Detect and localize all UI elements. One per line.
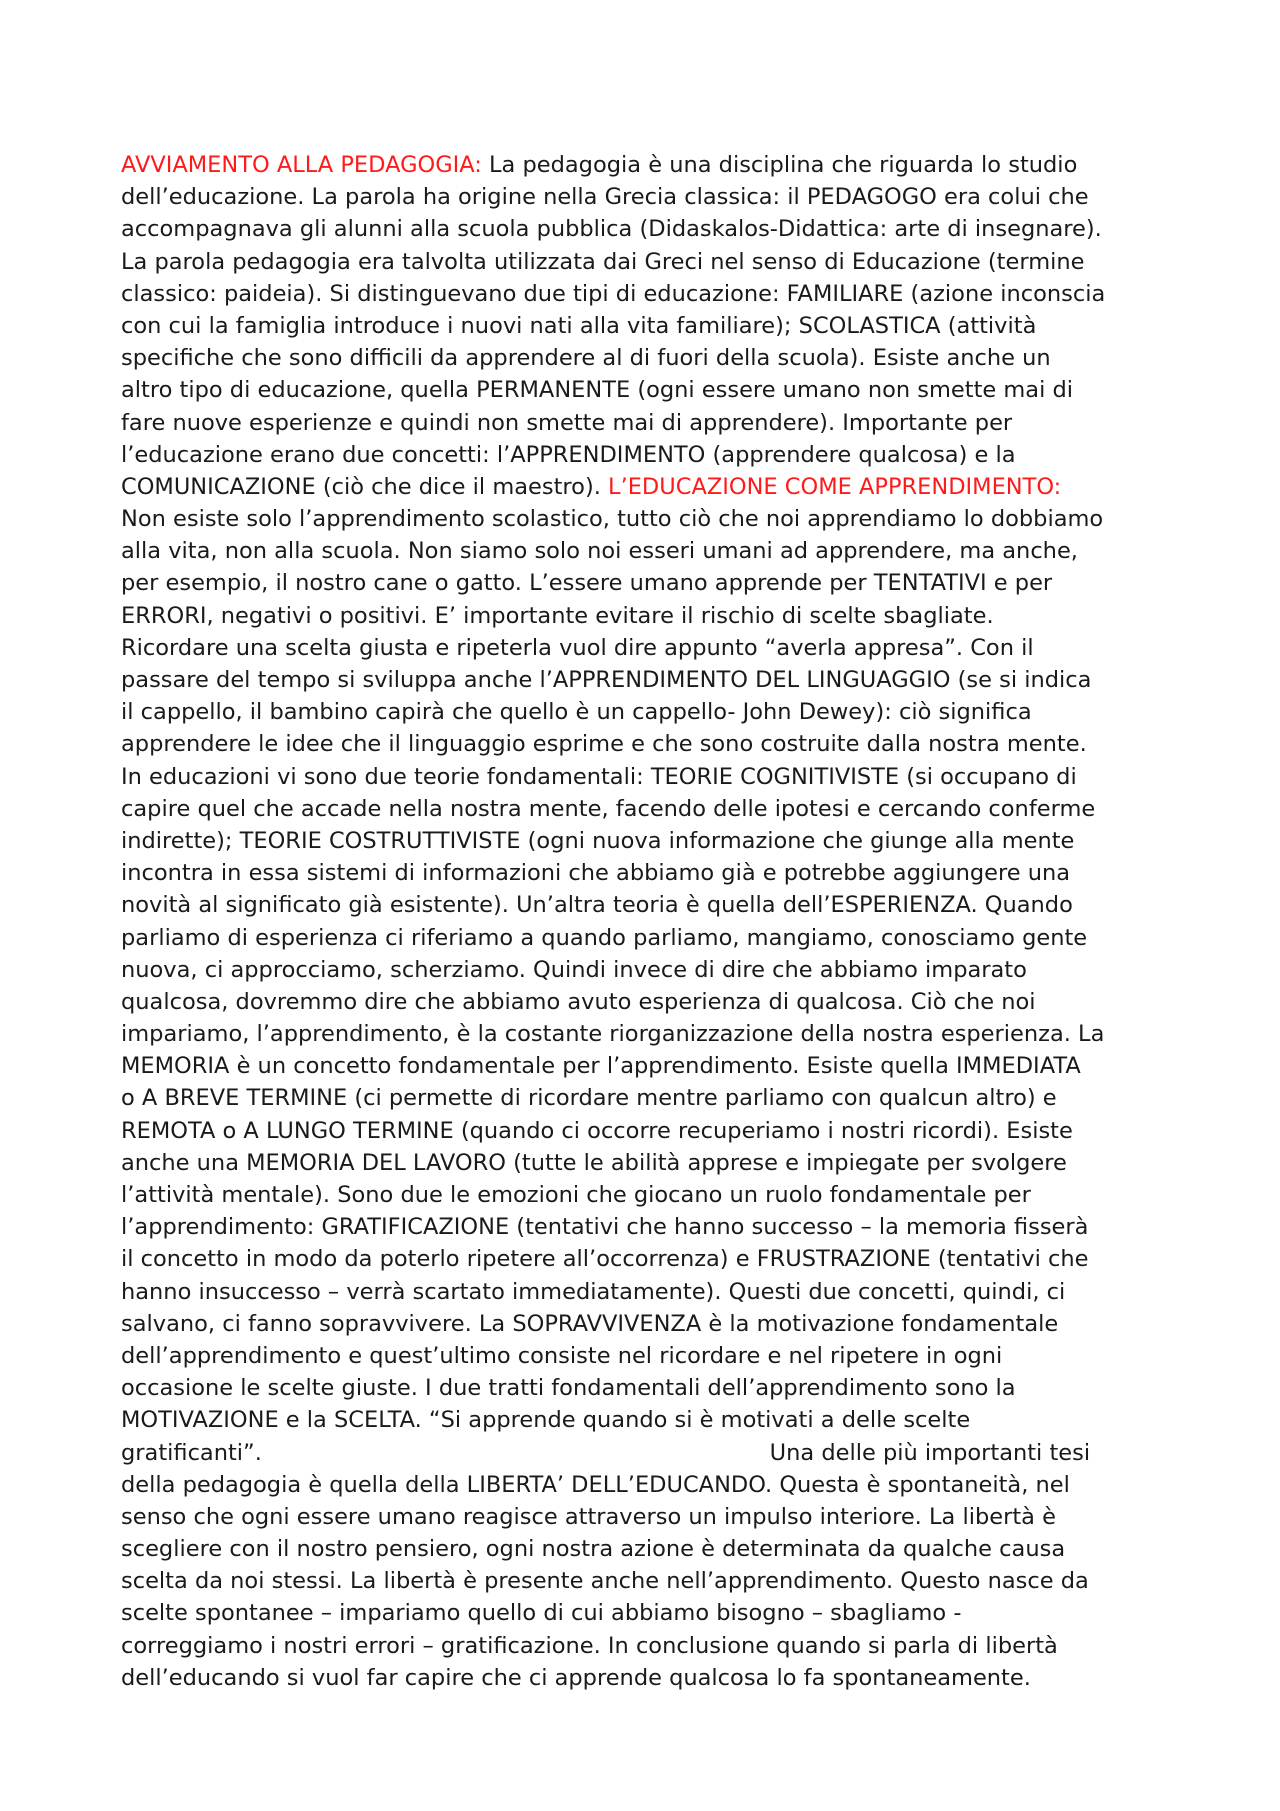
paragraph-text: Non esiste solo l’apprendimento scolastico, tutto ciò che noi apprendiamo lo dobbiamo: [121, 506, 1104, 533]
paragraph-text: scelta da noi stessi. La libertà è presente anche nell’apprendimento. Questo nasce da: [121, 1568, 1089, 1595]
text-line: [121, 567, 1171, 599]
text-line: [121, 374, 1171, 406]
paragraph-text: apprendere le idee che il linguaggio esprime e che sono costruite dalla nostra mente.: [121, 731, 1087, 758]
text-line: [121, 310, 1171, 342]
paragraph-text: alla vita, non alla scuola. Non siamo solo noi esseri umani ad apprendere, ma anche,: [121, 538, 1078, 565]
paragraph-text: parliamo di esperienza ci riferiamo a quando parliamo, mangiamo, conosciamo gente: [121, 924, 1088, 951]
text-line: [121, 149, 1171, 181]
paragraph-text: per esempio, il nostro cane o gatto. L’essere umano apprende per TENTATIVI e per: [121, 570, 1053, 597]
text-line: [121, 1115, 1171, 1147]
paragraph-text: dell’apprendimento e quest’ultimo consiste nel ricordare e nel ripetere in ogni: [121, 1342, 1003, 1369]
paragraph-text: accompagnava gli alunni alla scuola pubblica (Didaskalos-Didattica: arte di insegnare).: [121, 216, 1102, 243]
text-line: [121, 181, 1171, 213]
text-line: [121, 1630, 1171, 1662]
text-line: [121, 986, 1171, 1018]
paragraph-text: classico: paideia). Si distinguevano due tipi di educazione: FAMILIARE (azione inconscia: [121, 280, 1106, 307]
text-line: [121, 954, 1171, 986]
paragraph-text: correggiamo i nostri errori – gratificazione. In conclusione quando si parla di libertà: [121, 1632, 1058, 1659]
paragraph-text: con cui la famiglia introduce i nuovi nati alla vita familiare); SCOLASTICA (attività: [121, 312, 1037, 339]
text-line: [121, 1308, 1171, 1340]
paragraph-text: l’apprendimento: GRATIFICAZIONE (tentativi che hanno successo – la memoria fisserà: [121, 1214, 1089, 1241]
paragraph-text: salvano, ci fanno sopravvivere. La SOPRAVVIVENZA è la motivazione fondamentale: [121, 1310, 1059, 1337]
text-line: [121, 1018, 1171, 1050]
text-line: [121, 761, 1171, 793]
text-line: [121, 922, 1171, 954]
text-line: [121, 1179, 1171, 1211]
text-line: [121, 246, 1171, 278]
paragraph-text: hanno insuccesso – verrà scartato immediatamente). Questi due concetti, quindi, ci: [121, 1278, 1066, 1305]
text-line: [121, 825, 1171, 857]
text-line: [121, 793, 1171, 825]
text-line: [121, 407, 1171, 439]
paragraph-text: anche una MEMORIA DEL LAVORO (tutte le abilità apprese e impiegate per svolgere: [121, 1149, 1067, 1176]
paragraph-text: ERRORI, negativi o positivi. E’ importante evitare il rischio di scelte sbagliate.: [121, 602, 994, 629]
text-line: [121, 857, 1171, 889]
paragraph-text: impariamo, l’apprendimento, è la costante riorganizzazione della nostra esperienza. La: [121, 1021, 1105, 1048]
text-line: [121, 1404, 1171, 1436]
paragraph-text: occasione le scelte giuste. I due tratti fondamentali dell’apprendimento sono la: [121, 1375, 1016, 1402]
text-line: [121, 1243, 1171, 1275]
text-line: [121, 1533, 1171, 1565]
text-line: [121, 1437, 1171, 1469]
text-line: [121, 664, 1171, 696]
paragraph-text: COMUNICAZIONE (ciò che dice il maestro).: [121, 473, 609, 500]
paragraph-text: scelte spontanee – impariamo quello di cui abbiamo bisogno – sbagliamo -: [121, 1600, 962, 1627]
text-line: [121, 1340, 1171, 1372]
paragraph-text: della pedagogia è quella della LIBERTA’ DELL’EDUCANDO. Questa è spontaneità, nel: [121, 1471, 1070, 1498]
paragraph-text: qualcosa, dovremmo dire che abbiamo avuto esperienza di qualcosa. Ciò che noi: [121, 988, 1036, 1015]
paragraph-text: La pedagogia è una disciplina che riguarda lo studio: [481, 152, 1078, 178]
paragraph-text: il concetto in modo da poterlo ripetere all’occorrenza) e FRUSTRAZIONE (tentativi che: [121, 1246, 1089, 1273]
text-line: [121, 1662, 1171, 1694]
paragraph-text: MOTIVAZIONE e la SCELTA. “Si apprende quando si è motivati a delle scelte: [121, 1407, 971, 1434]
paragraph-text: novità al significato già esistente). Un’altra teoria è quella dell’ESPERIENZA. Quando: [121, 892, 1073, 919]
text-line: [121, 213, 1171, 245]
paragraph-text: dell’educazione. La parola ha origine nella Grecia classica: il PEDAGOGO era colui che: [121, 184, 1089, 211]
text-line: [121, 1211, 1171, 1243]
body-text: [121, 149, 1171, 1694]
paragraph-text: gratificanti”. Una delle più importanti tesi: [121, 1439, 1091, 1466]
text-line: [121, 632, 1171, 664]
paragraph-text: indirette); TEORIE COSTRUTTIVISTE (ogni nuova informazione che giunge alla mente: [121, 827, 1075, 854]
text-line: [121, 1565, 1171, 1597]
paragraph-text: il cappello, il bambino capirà che quello è un cappello- John Dewey): ciò significa: [121, 699, 1032, 726]
paragraph-text: dell’educando si vuol far capire che ci apprende qualcosa lo fa spontaneamente.: [121, 1664, 1031, 1691]
paragraph-text: altro tipo di educazione, quella PERMANENTE (ogni essere umano non smette mai di: [121, 377, 1074, 404]
text-line: [121, 696, 1171, 728]
text-line: [121, 1469, 1171, 1501]
text-line: [121, 1050, 1171, 1082]
text-line: [121, 889, 1171, 921]
text-line: [121, 728, 1171, 760]
text-line: [121, 1147, 1171, 1179]
paragraph-text: La parola pedagogia era talvolta utilizzata dai Greci nel senso di Educazione (termine: [121, 248, 1085, 275]
paragraph-text: incontra in essa sistemi di informazioni che abbiamo già e potrebbe aggiungere una: [121, 860, 1071, 887]
paragraph-text: capire quel che accade nella nostra mente, facendo delle ipotesi e cercando conferme: [121, 795, 1096, 822]
text-line: [121, 342, 1171, 374]
text-line: [121, 600, 1171, 632]
paragraph-text: In educazioni vi sono due teorie fondamentali: TEORIE COGNITIVISTE (si occupano di: [121, 763, 1077, 790]
paragraph-text: scegliere con il nostro pensiero, ogni nostra azione è determinata da qualche causa: [121, 1536, 1066, 1563]
section-heading: AVVIAMENTO ALLA PEDAGOGIA:: [121, 152, 482, 178]
paragraph-text: l’attività mentale). Sono due le emozioni che giocano un ruolo fondamentale per: [121, 1182, 1031, 1208]
paragraph-text: fare nuove esperienze e quindi non smette mai di apprendere). Importante per: [121, 409, 1013, 436]
text-line: [121, 1276, 1171, 1308]
paragraph-text: nuova, ci approcciamo, scherziamo. Quindi invece di dire che abbiamo imparato: [121, 956, 1027, 983]
text-line: [121, 503, 1171, 535]
paragraph-text: MEMORIA è un concetto fondamentale per l’apprendimento. Esiste quella IMMEDIATA: [121, 1053, 1081, 1080]
text-line: [121, 1597, 1171, 1629]
text-line: [121, 278, 1171, 310]
text-line: [121, 471, 1171, 503]
paragraph-text: o A BREVE TERMINE (ci permette di ricordare mentre parliamo con qualcun altro) e: [121, 1085, 1057, 1112]
paragraph-text: Ricordare una scelta giusta e ripeterla vuol dire appunto “averla appresa”. Con il: [121, 634, 1034, 661]
paragraph-text: REMOTA o A LUNGO TERMINE (quando ci occorre recuperiamo i nostri ricordi). Esiste: [121, 1117, 1073, 1144]
paragraph-text: l’educazione erano due concetti: l’APPRENDIMENTO (apprendere qualcosa) e la: [121, 441, 1016, 468]
paragraph-text: senso che ogni essere umano reagisce attraverso un impulso interiore. La libertà è: [121, 1503, 1056, 1530]
paragraph-text: specifiche che sono difficili da apprendere al di fuori della scuola). Esiste anche un: [121, 345, 1051, 372]
text-line: [121, 1082, 1171, 1114]
text-line: [121, 1501, 1171, 1533]
text-line: [121, 535, 1171, 567]
section-heading: L’EDUCAZIONE COME APPRENDIMENTO:: [608, 473, 1062, 500]
paragraph-text: passare del tempo si sviluppa anche l’APPRENDIMENTO DEL LINGUAGGIO (se si indica: [121, 667, 1092, 693]
text-line: [121, 439, 1171, 471]
text-line: [121, 1372, 1171, 1404]
